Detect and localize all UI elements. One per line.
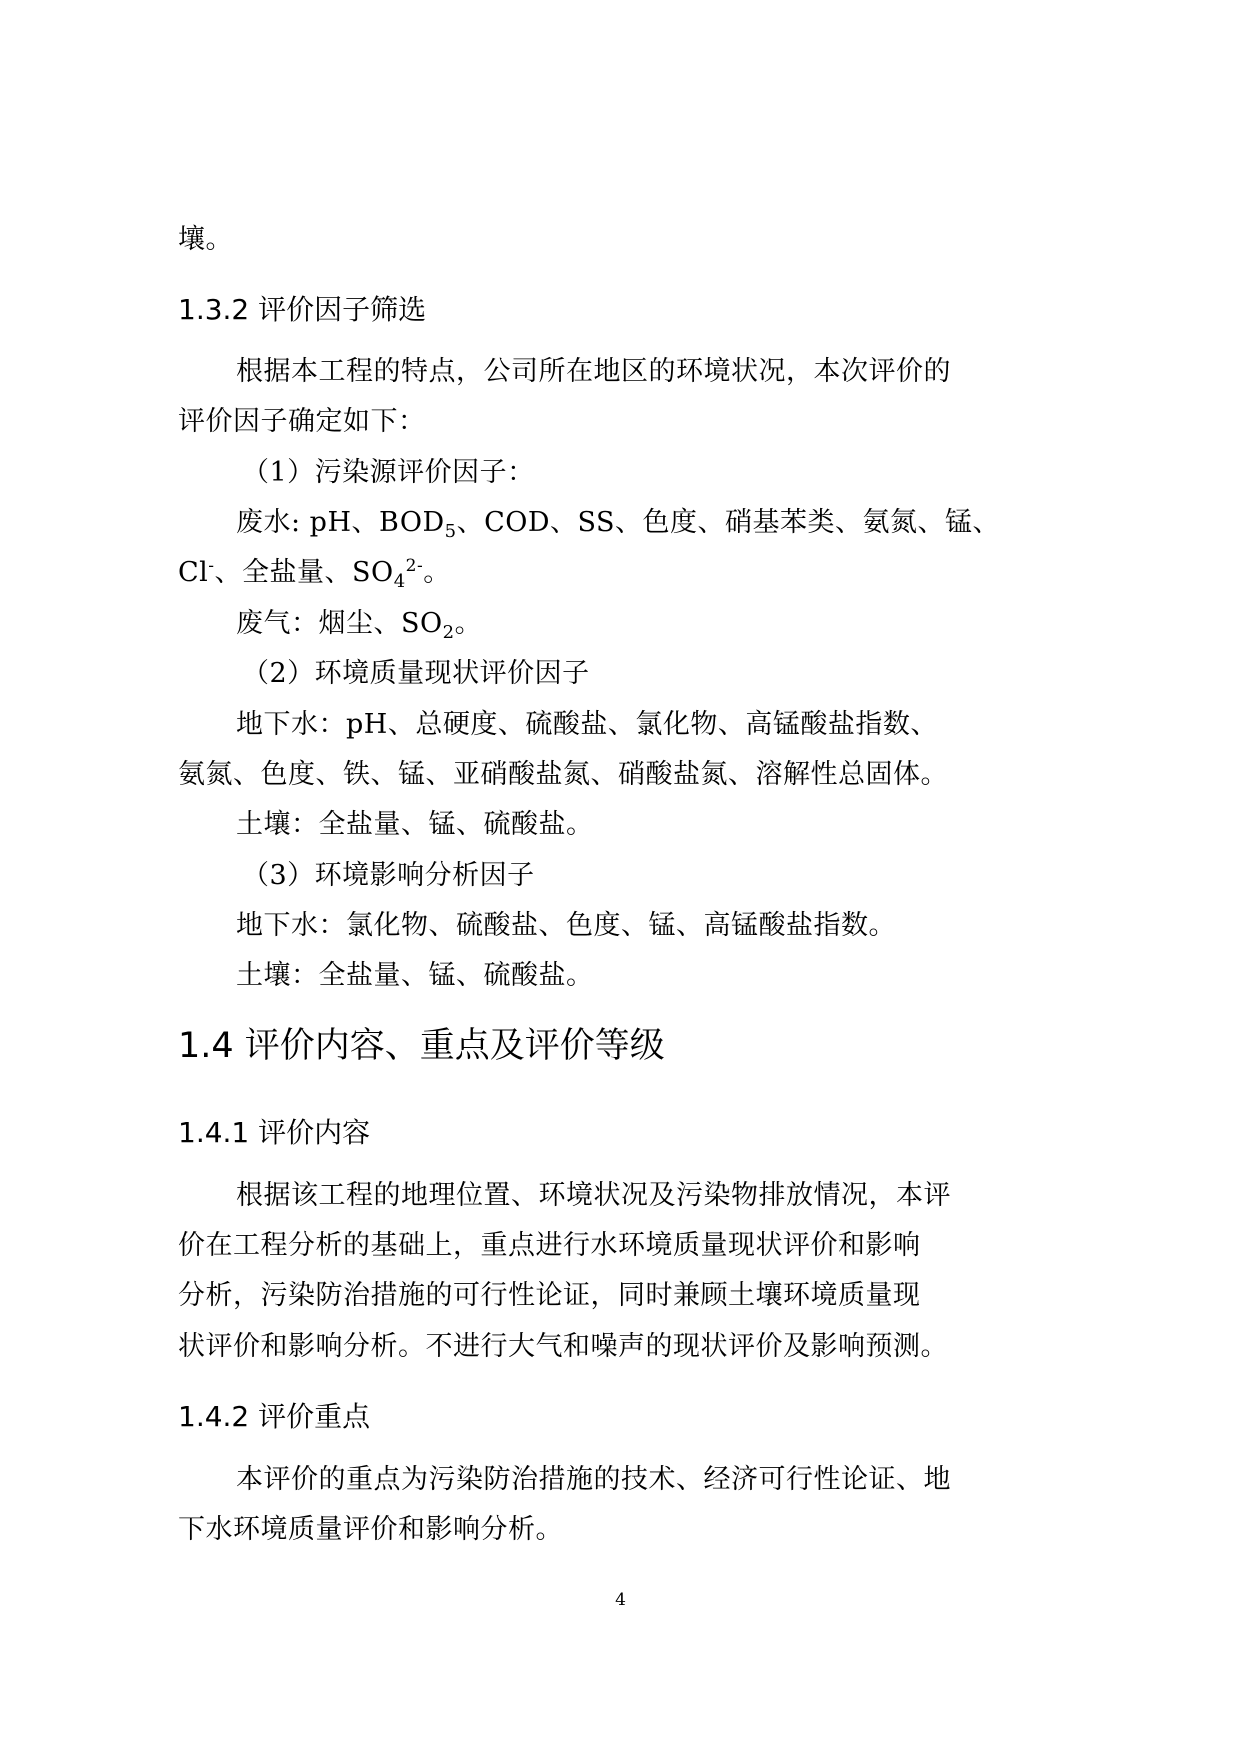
wastewater-factors-line-2 [178,555,451,591]
paragraph-line: 根据该工程的地理位置、环境状况及污染物排放情况，本评 [236,1180,951,1211]
subsection-label: （2）环境质量现状评价因子 [242,658,590,689]
superscript: 2- [405,556,424,576]
text-run: 、全盐量、SO [214,557,394,588]
paragraph-line: 本评价的重点为污染防治措施的技术、经济可行性论证、地 [236,1464,951,1495]
paragraph-line: 壤。 [178,224,233,255]
subsection-label: （3）环境影响分析因子 [242,860,535,891]
text-run: 、COD、SS、色度、硝基苯类、氨氮、锰、 [456,507,1001,538]
text-run: 废气：烟尘、SO [236,608,443,639]
section-heading-1-4-1: 1.4.1 评价内容 [178,1116,371,1149]
paragraph-line: 分析，污染防治措施的可行性论证，同时兼顾土壤环境质量现 [178,1280,921,1311]
subscript: 2 [442,622,455,643]
paragraph-line: 下水环境质量评价和影响分析。 [178,1514,563,1545]
section-heading-1-4-2: 1.4.2 评价重点 [178,1400,371,1433]
text-run: 废水: pH、BOD [236,507,445,538]
waste-gas-factors-line [236,606,482,642]
subscript: 4 [393,571,406,592]
superscript: - [208,556,215,576]
subscript: 5 [444,521,457,542]
text-run: Cl [178,557,209,588]
paragraph-line: 价在工程分析的基础上，重点进行水环境质量现状评价和影响 [178,1230,921,1261]
wastewater-factors-line [236,505,1000,541]
section-heading-1-3-2: 1.3.2 评价因子筛选 [178,293,427,326]
paragraph-line: 根据本工程的特点，公司所在地区的环境状况，本次评价的 [236,356,951,387]
section-heading-1-4: 1.4 评价内容、重点及评价等级 [178,1026,665,1066]
text-run: 。 [423,557,451,588]
paragraph-line: 状评价和影响分析。不进行大气和噪声的现状评价及影响预测。 [178,1331,948,1362]
paragraph-line: 氨氮、色度、铁、锰、亚硝酸盐氮、硝酸盐氮、溶解性总固体。 [178,759,948,790]
paragraph-line: 土壤：全盐量、锰、硫酸盐。 [236,809,594,840]
subsection-label: （1）污染源评价因子： [242,457,535,488]
page-number: 4 [615,1590,626,1610]
text-run: 。 [454,608,483,639]
paragraph-line: 土壤：全盐量、锰、硫酸盐。 [236,960,594,991]
paragraph-line: 地下水：氯化物、硫酸盐、色度、锰、高锰酸盐指数。 [236,910,896,941]
paragraph-line: 评价因子确定如下： [178,406,426,437]
paragraph-line: 地下水：pH、总硬度、硫酸盐、氯化物、高锰酸盐指数、 [236,709,938,740]
